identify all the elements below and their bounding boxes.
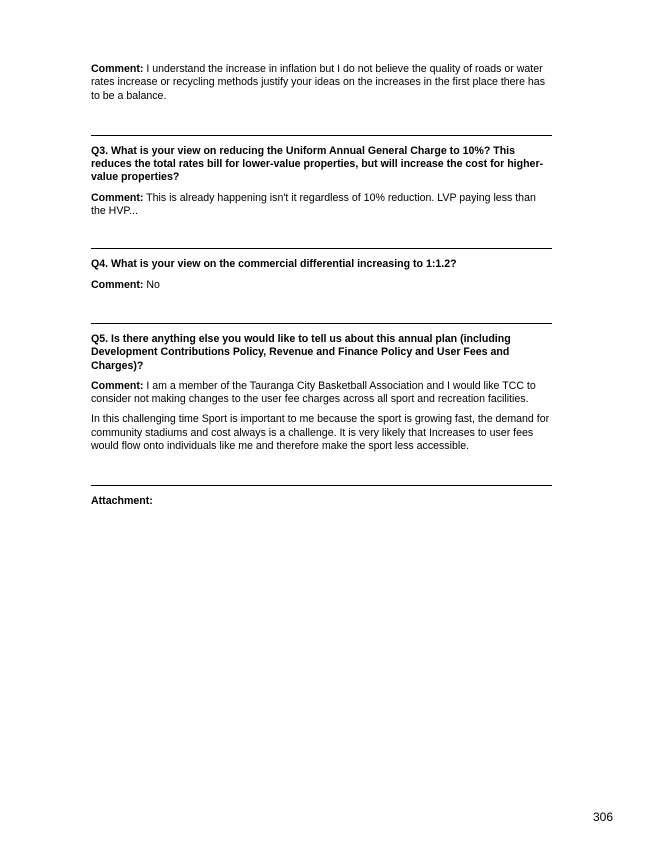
question-5-comment — [91, 380, 553, 407]
intro-comment — [91, 63, 553, 103]
comment-text: I am a member of the Tauranga City Basketball Association and I would like TCC to consider not making changes to the user fee charges across all sport and recreation facilities. — [91, 379, 536, 406]
comment-label: Comment: — [91, 191, 144, 204]
question-4-comment — [91, 279, 553, 292]
comment-text: No — [143, 278, 160, 291]
comment-label: Comment: — [91, 379, 144, 392]
question-5: Q5. Is there anything else you would like to tell us about this annual plan (including Development Contributions Policy, Revenue and Finance Policy and User Fees and Charges)? — [91, 332, 511, 372]
comment-text: This is already happening isn't it regardless of 10% reduction. LVP paying less than the HVP... — [91, 191, 536, 218]
question-5-paragraph-2: In this challenging time Sport is important to me because the sport is growing fast, the demand for community stadiums and cost always is a challenge. It is very likely that Increases to user fees would flow onto individuals like me and therefore make the sport less accessible. — [91, 413, 550, 453]
page-number: 306 — [592, 810, 613, 824]
attachment-label: Attachment: — [91, 495, 153, 508]
question-4: Q4. What is your view on the commercial differential increasing to 1:1.2? — [91, 258, 457, 271]
comment-label: Comment: — [91, 278, 144, 291]
question-3-comment — [91, 192, 553, 219]
comment-text: I understand the increase in inflation but I do not believe the quality of roads or water rates increase or recycling methods justify your ideas on the increases in the first place there has to be a balance. — [91, 63, 545, 102]
document-content — [91, 63, 553, 509]
comment-label: Comment: — [91, 63, 144, 75]
question-3: Q3. What is your view on reducing the Uniform Annual General Charge to 10%? This reduces the total rates bill for lower-value properties, but will increase the cost for higher-value properties? — [91, 144, 544, 184]
